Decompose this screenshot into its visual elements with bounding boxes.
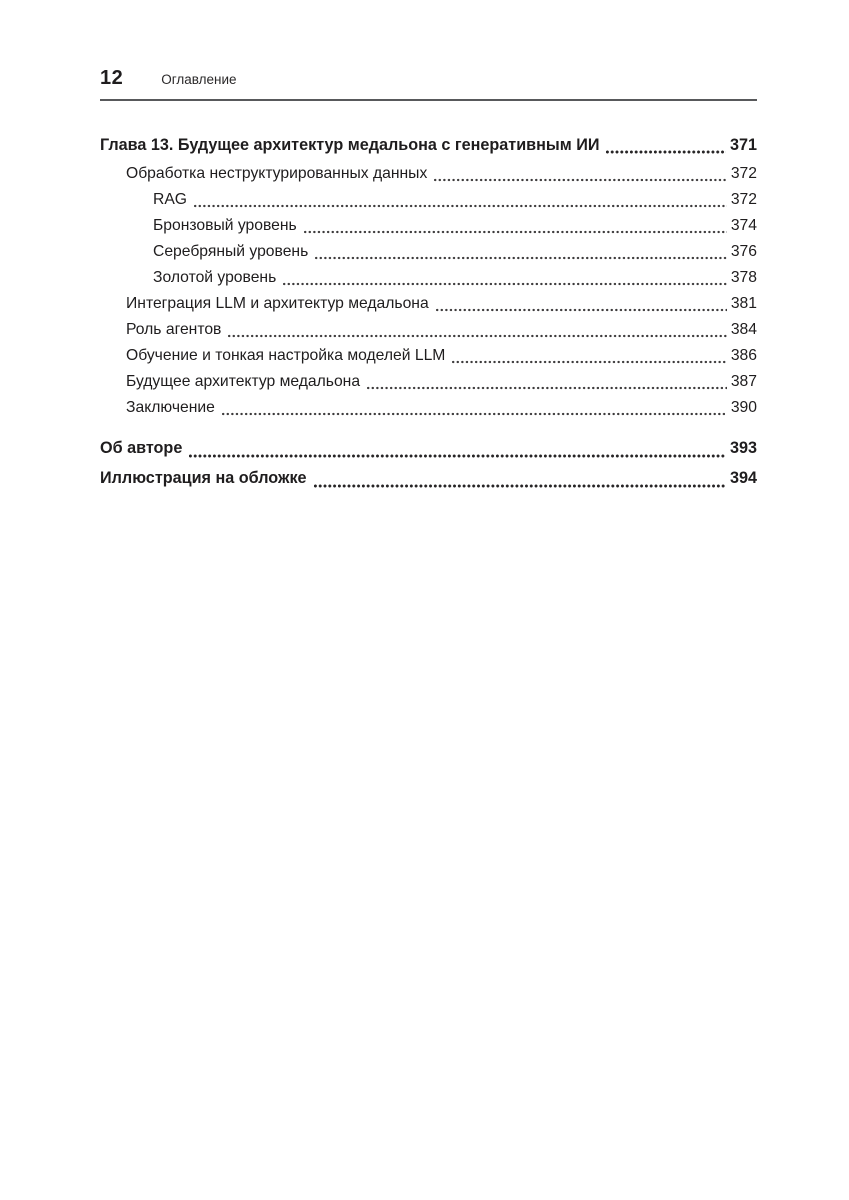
running-title: Оглавление: [161, 72, 237, 87]
toc-entry-label: Роль агентов: [126, 321, 222, 338]
toc-entry-page: 384: [730, 321, 757, 338]
page-number: 12: [100, 67, 124, 89]
toc-entry-page: 393: [729, 439, 757, 457]
toc-entry: [100, 369, 757, 395]
toc-leader-dots: [187, 433, 726, 463]
toc-entry-page: 371: [729, 136, 757, 154]
toc-leader-dots: [192, 187, 727, 213]
toc-entry-label: Обработка неструктурированных данных: [126, 165, 428, 182]
toc-leader-dots: [434, 291, 727, 317]
toc-entry-page: 381: [730, 295, 757, 312]
toc-leader-dots: [226, 317, 726, 343]
toc-entry: [100, 433, 757, 463]
toc-leader-dots: [604, 131, 726, 159]
toc-entry-page: 386: [730, 347, 757, 364]
toc-entry-page: 372: [730, 191, 757, 208]
toc-leader-dots: [302, 213, 727, 239]
toc-entry-label: Золотой уровень: [153, 269, 277, 286]
toc-entry-label: RAG: [153, 191, 187, 208]
page-header: [100, 66, 757, 92]
toc-backmatter-block: [100, 433, 757, 493]
toc-entry-page: 376: [730, 243, 757, 260]
toc-leader-dots: [365, 369, 727, 395]
toc-leader-dots: [432, 161, 727, 187]
toc-entry: [100, 187, 757, 213]
toc-entry-label: Обучение и тонкая настройка моделей LLM: [126, 347, 446, 364]
toc-entry-label: Иллюстрация на обложке: [100, 469, 307, 487]
toc-entry-page: 372: [730, 165, 757, 182]
toc-entry: [100, 343, 757, 369]
toc-entry-label: Глава 13. Будущее архитектур медальона с генеративным ИИ: [100, 136, 600, 154]
toc-entry: [100, 213, 757, 239]
toc-entry: [100, 291, 757, 317]
toc-entry: [100, 161, 757, 187]
toc-entry: [100, 317, 757, 343]
toc-entry-label: Серебряный уровень: [153, 243, 309, 260]
toc-entry-label: Интеграция LLM и архитектур медальона: [126, 295, 429, 312]
toc-entry-label: Бронзовый уровень: [153, 217, 297, 234]
toc-list: [100, 131, 757, 493]
toc-entry-page: 378: [730, 269, 757, 286]
header-rule: [100, 99, 757, 101]
toc-leader-dots: [220, 395, 727, 421]
toc-leader-dots: [312, 463, 726, 493]
toc-entry: [100, 395, 757, 421]
toc-entry-page: 390: [730, 399, 757, 416]
toc-chapter-block: [100, 131, 757, 421]
toc-entry-label: Заключение: [126, 399, 215, 416]
toc-entry: [100, 239, 757, 265]
toc-leader-dots: [281, 265, 727, 291]
toc-entry-page: 374: [730, 217, 757, 234]
toc-entry-label: Об авторе: [100, 439, 183, 457]
toc-entry: [100, 265, 757, 291]
toc-entry: [100, 131, 757, 159]
toc-leader-dots: [313, 239, 727, 265]
toc-entry-page: 387: [730, 373, 757, 390]
toc-entry: [100, 463, 757, 493]
toc-leader-dots: [450, 343, 726, 369]
toc-entry-page: 394: [729, 469, 757, 487]
toc-entry-label: Будущее архитектур медальона: [126, 373, 361, 390]
